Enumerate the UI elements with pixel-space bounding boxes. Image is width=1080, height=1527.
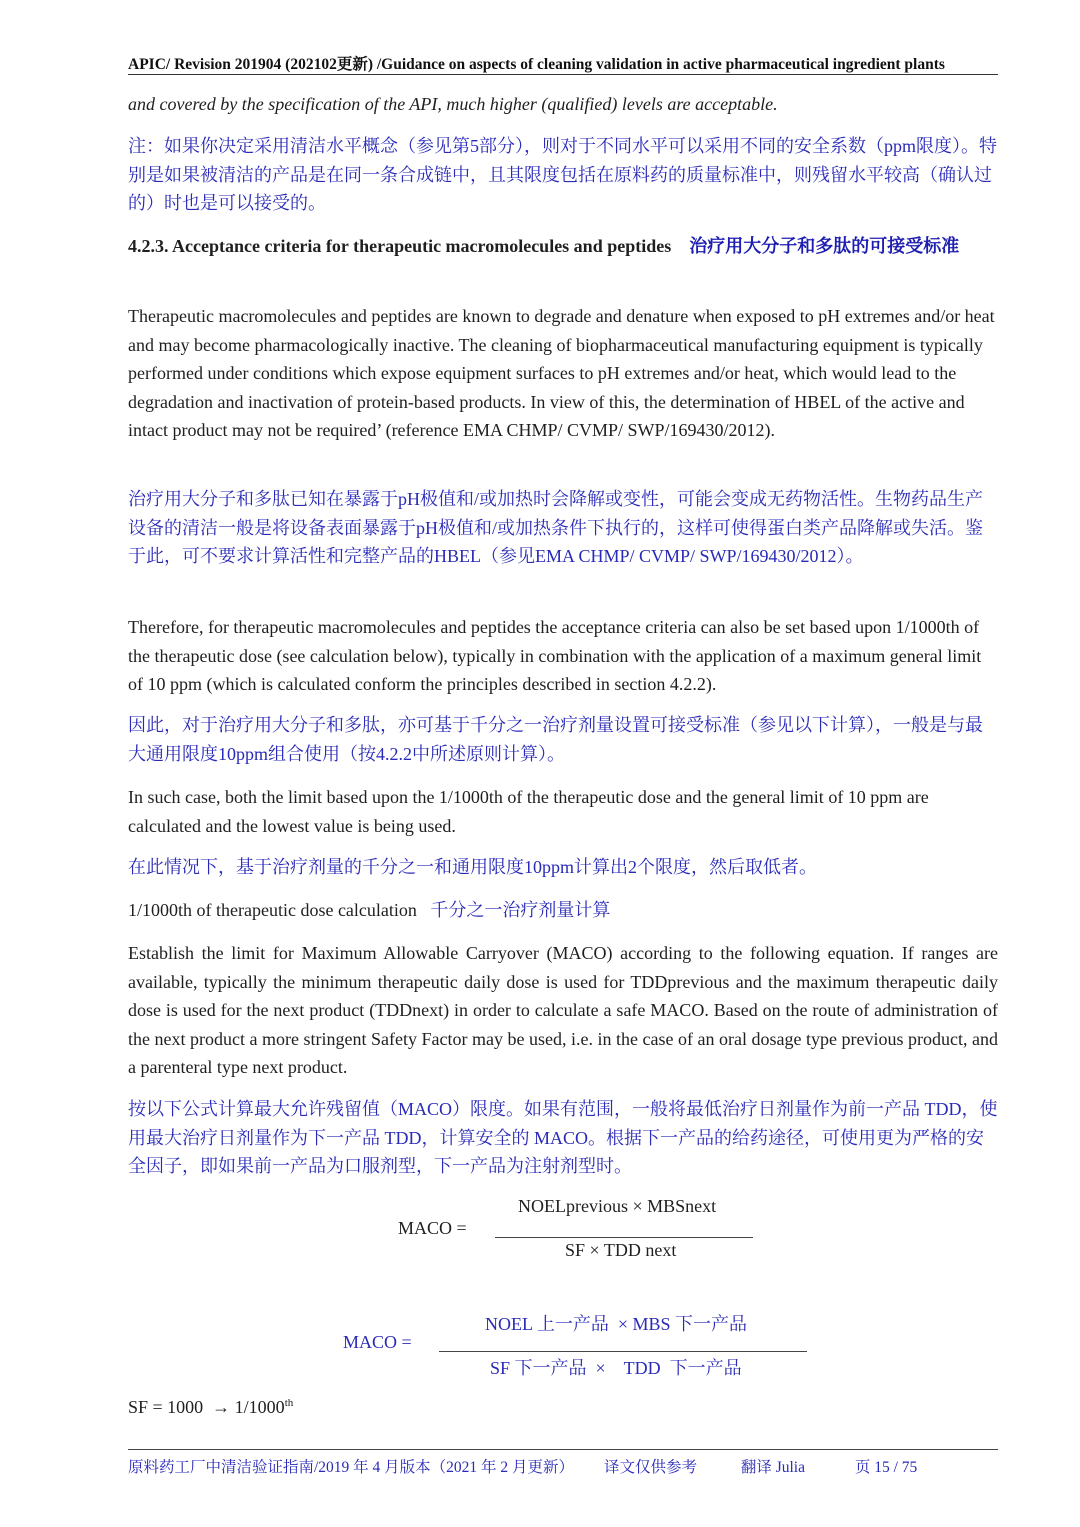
- formula-en-lhs: MACO =: [398, 1218, 467, 1238]
- formula-zh-lhs: MACO =: [343, 1332, 412, 1352]
- footer-doc-title: 原料药工厂中清洁验证指南/2019 年 4 月版本（2021 年 2 月更新）: [128, 1459, 575, 1476]
- section-heading-zh: 治疗用大分子和多肽的可接受标准: [689, 236, 960, 256]
- safety-factor-text: SF = 1000 → 1/1000: [128, 1397, 285, 1417]
- calculation-subheading-en: 1/1000th of therapeutic dose calculation: [128, 900, 417, 920]
- formula-zh-numerator: NOEL 上一产品 × MBS 下一产品: [485, 1314, 747, 1334]
- formula-zh-fraction-bar: [439, 1351, 807, 1352]
- section-heading-en: 4.2.3. Acceptance criteria for therapeutic macromolecules and peptides: [128, 236, 672, 256]
- formula-zh-denominator: SF 下一产品 × TDD 下一产品: [490, 1358, 742, 1378]
- page-footer: [128, 1455, 998, 1477]
- paragraph-lowest-value-zh: 在此情况下，基于治疗剂量的千分之一和通用限度10ppm计算出2个限度，然后取低者。: [128, 857, 817, 877]
- note-paragraph-zh: 注：如果你决定采用清洁水平概念（参见第5部分），则对于不同水平可以采用不同的安全系数（ppm限度）。特别是如果被清洁的产品是在同一条合成链中，且其限度包括在原料药的质量标准中，则残留水平较高（确认过的）时也是可以接受的。: [128, 136, 997, 213]
- safety-factor-superscript: th: [284, 1397, 294, 1409]
- paragraph-maco-en: Establish the limit for Maximum Allowable Carryover (MACO) according to the following equation. If ranges are available, typically the minimum therapeutic daily dose is used for TDDprevious and the maximum therapeutic daily dose is used for the next product (TDDnext) in order to calculate a safe MACO. Based on the route of administration of the next product a more stringent Safety Factor may be used, i.e. in the case of an oral dosage type previous product, and a parenteral type next product.: [128, 943, 998, 1077]
- paragraph-macromolecules-en: Therapeutic macromolecules and peptides are known to degrade and denature when exposed to pH extremes and/or heat and may become pharmacologically inactive. The cleaning of biopharmaceutical manufacturing equipment is typically performed under conditions which expose equipment surfaces to pH extremes and/or heat, which would lead to the degradation and inactivation of protein-based products. In view of this, the determination of HBEL of the active and intact product may not be required’ (reference EMA CHMP/ CVMP/ SWP/169430/2012).: [128, 306, 995, 440]
- footer-disclaimer: 译文仅供参考: [603, 1459, 697, 1476]
- paragraph-lowest-value-en: In such case, both the limit based upon the 1/1000th of the therapeutic dose and the general limit of 10 ppm are calculated and the lowest value is being used.: [128, 787, 929, 836]
- paragraph-continuation: and covered by the specification of the API, much higher (qualified) levels are acceptable.: [128, 94, 778, 114]
- calculation-subheading: [128, 896, 998, 925]
- formula-en-numerator: NOELprevious × MBSnext: [518, 1196, 717, 1216]
- footer-divider: [128, 1449, 998, 1450]
- footer-page-number: 页 15 / 75: [854, 1459, 918, 1476]
- safety-factor-line: [128, 1397, 293, 1418]
- document-header: APIC/ Revision 201904 (202102更新) /Guidance on aspects of cleaning validation in active pharmaceutical ingredient plants: [128, 56, 945, 73]
- footer-translator: 翻译 Julia: [740, 1459, 805, 1476]
- calculation-subheading-zh: 千分之一治疗剂量计算: [430, 900, 611, 920]
- formula-en-fraction-bar: [495, 1237, 753, 1238]
- paragraph-acceptance-zh: 因此，对于治疗用大分子和多肽，亦可基于千分之一治疗剂量设置可接受标准（参见以下计算），一般是与最大通用限度10ppm组合使用（按4.2.2中所述原则计算）。: [128, 715, 983, 764]
- paragraph-maco-zh: 按以下公式计算最大允许残留值（MACO）限度。如果有范围，一般将最低治疗日剂量作为前一产品 TDD，使用最大治疗日剂量作为下一产品 TDD，计算安全的 MACO。根据下一产品的给药途径，可使用更为严格的安全因子，即如果前一产品为口服剂型，下一产品为注射剂型时。: [128, 1099, 998, 1176]
- header-divider: [128, 74, 998, 75]
- paragraph-macromolecules-zh: 治疗用大分子和多肽已知在暴露于pH极值和/或加热时会降解或变性，可能会变成无药物活性。生物药品生产设备的清洁一般是将设备表面暴露于pH极值和/或加热条件下执行的，这样可使得蛋白类产品降解或失活。鉴于此，可不要求计算活性和完整产品的HBEL（参见EMA CHMP/ CVMP/ SWP/169430/2012）。: [128, 489, 983, 566]
- paragraph-acceptance-en: Therefore, for therapeutic macromolecules and peptides the acceptance criteria can also be set based upon 1/1000th of the therapeutic dose (see calculation below), typically in combination with the application of a maximum general limit of 10 ppm (which is calculated conform the principles described in section 4.2.2).: [128, 617, 982, 694]
- formula-en-denominator: SF × TDD next: [565, 1240, 677, 1260]
- section-heading: [128, 232, 998, 261]
